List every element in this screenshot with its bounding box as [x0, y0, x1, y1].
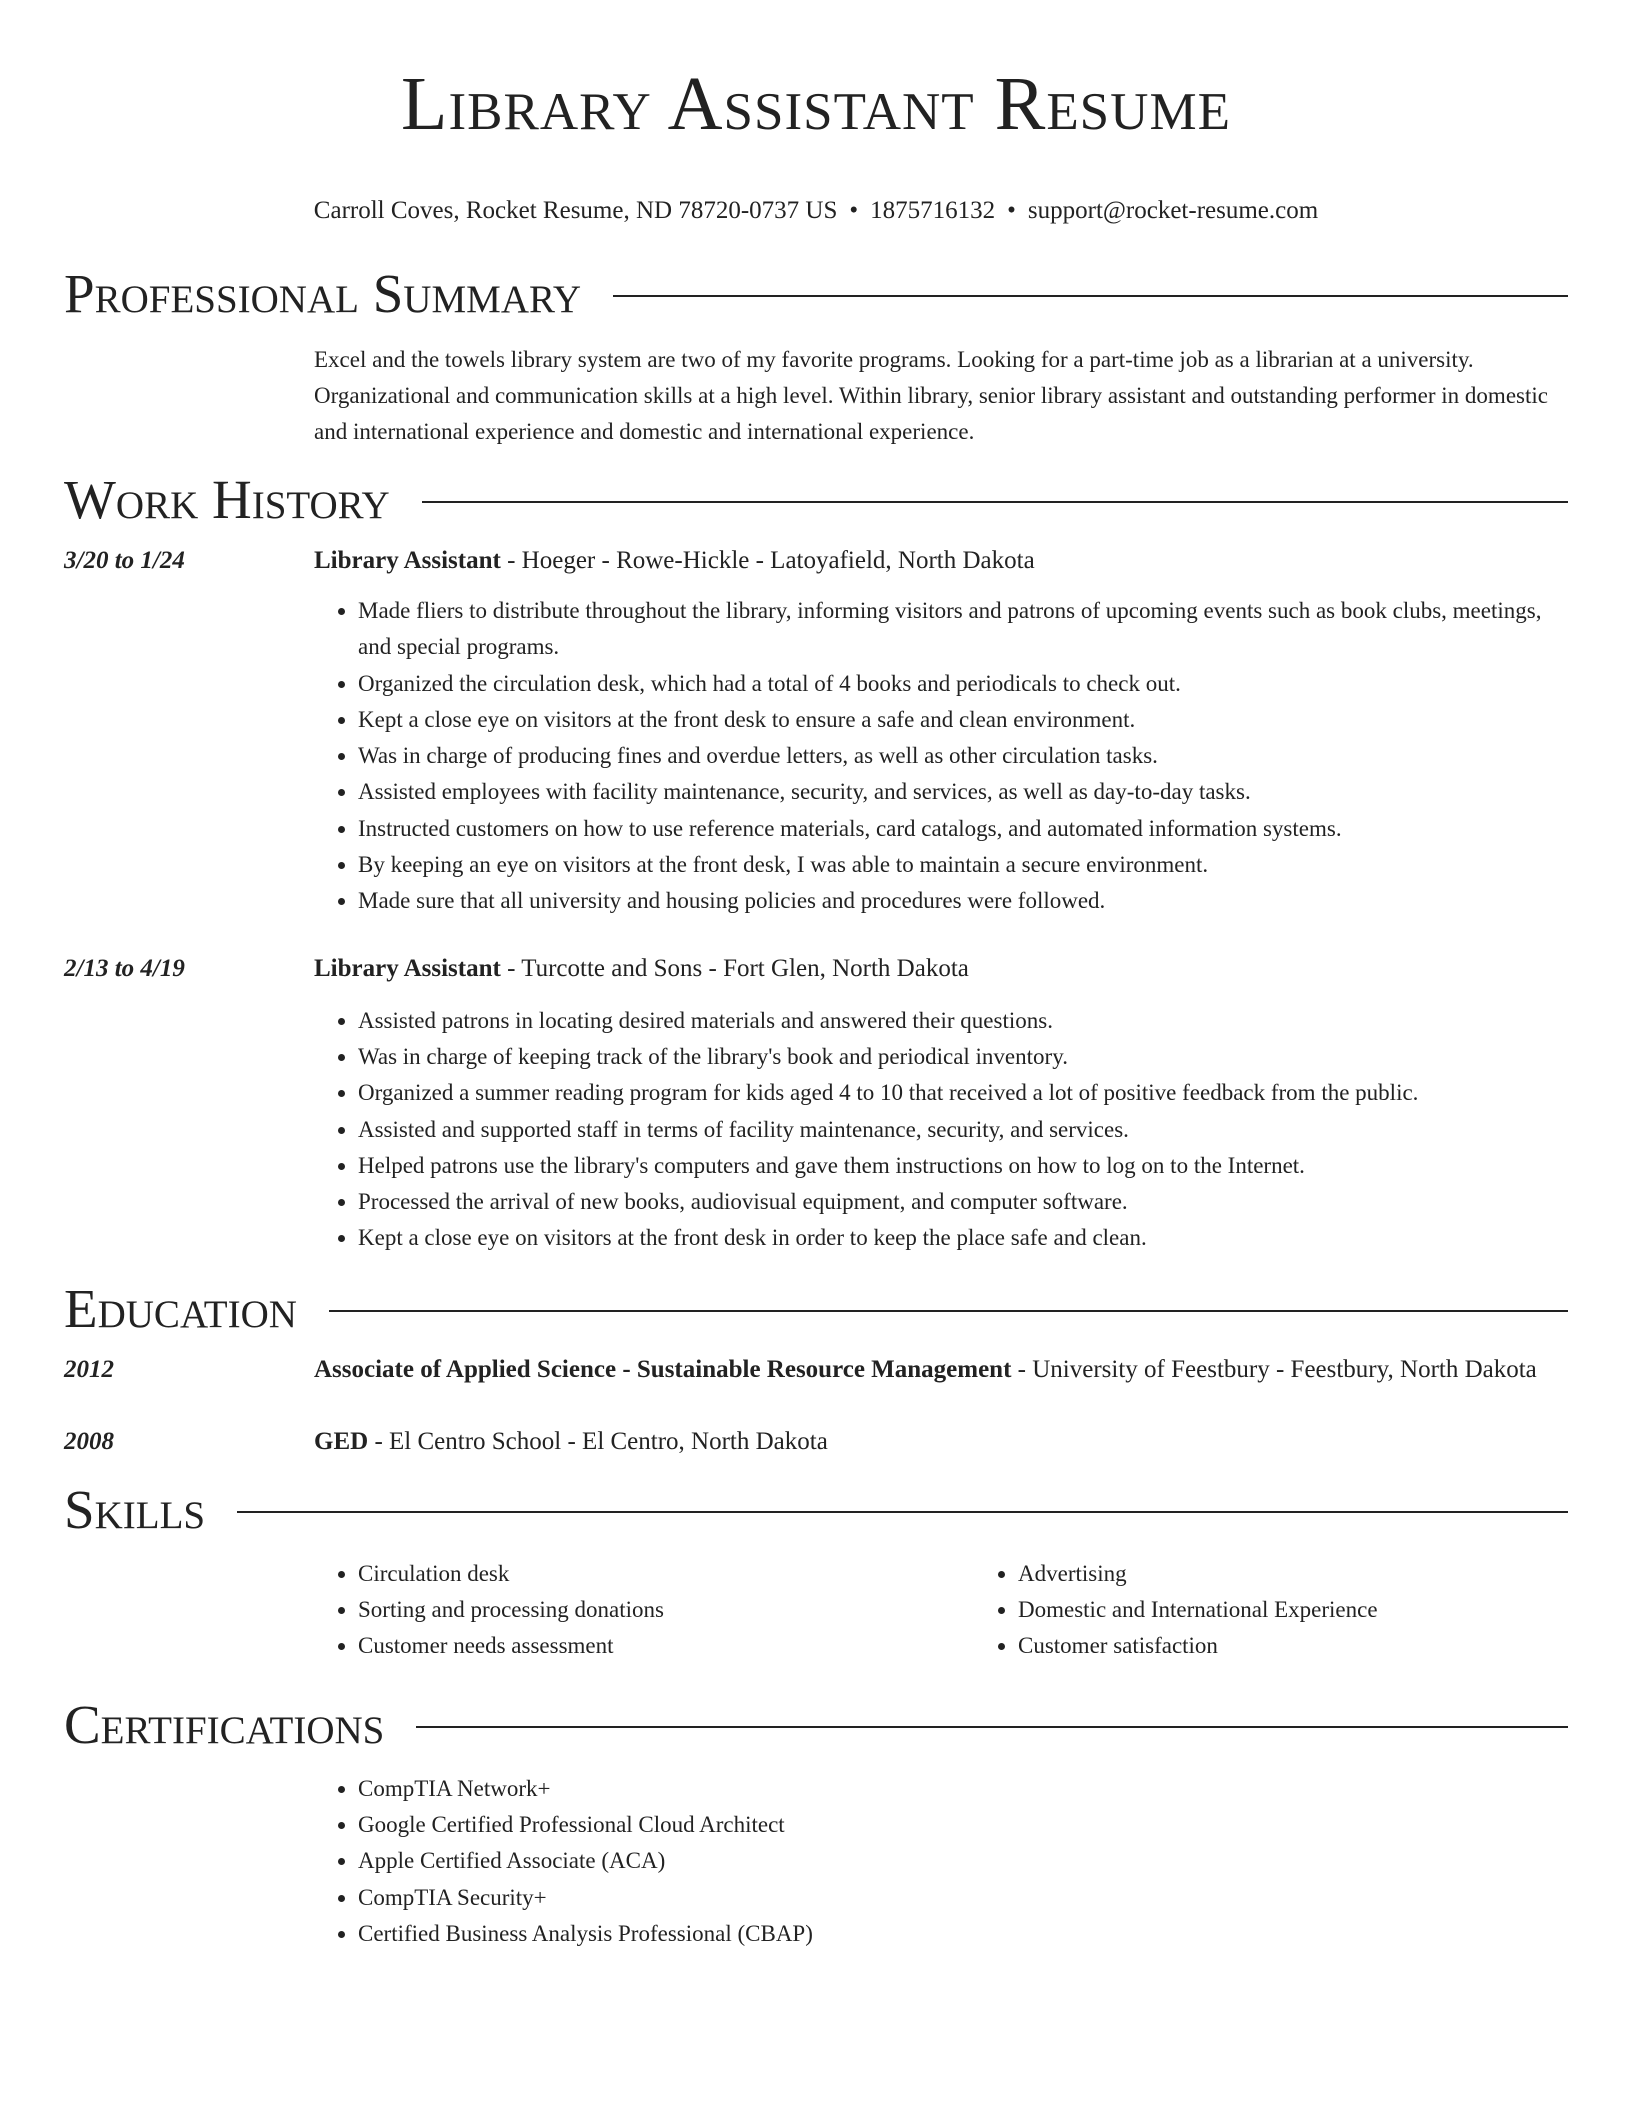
certifications-row [64, 1771, 1568, 1952]
job-bullet: • Helped patrons use the library's computers and gave them instructions on how to log on to the Internet. [358, 1148, 1568, 1184]
certification-item: • CompTIA Security+ [358, 1880, 1568, 1916]
job-bullet: • Kept a close eye on visitors at the front desk to ensure a safe and clean environment. [358, 702, 1568, 738]
contact-phone: 1875716132 [870, 197, 996, 224]
certification-item: • Apple Certified Associate (ACA) [358, 1843, 1568, 1879]
job-bullet: • Instructed customers on how to use reference materials, card catalogs, and automated information systems. [358, 811, 1568, 847]
section-divider [613, 295, 1568, 297]
education-details: - El Centro School - El Centro, North Dakota [368, 1427, 828, 1455]
education-entry [64, 1351, 1568, 1388]
job-dates: 3/20 to 1/24 [64, 547, 185, 574]
job-details: - Turcotte and Sons - Fort Glen, North Dakota [500, 954, 969, 982]
certifications-list [314, 1771, 1568, 1952]
job-bullet: • By keeping an eye on visitors at the front desk, I was able to maintain a secure environment. [358, 847, 1568, 883]
job-bullet: • Kept a close eye on visitors at the front desk in order to keep the place safe and clean. [358, 1220, 1568, 1256]
certification-item: • Google Certified Professional Cloud Architect [358, 1807, 1568, 1843]
contact-separator: • [849, 197, 859, 224]
certifications-section-header [64, 1695, 1568, 1755]
job-role: Library Assistant [314, 954, 501, 982]
education-section-title: Education [64, 1277, 297, 1339]
job-bullet: • Assisted and supported staff in terms of facility maintenance, security, and services. [358, 1112, 1568, 1148]
skill-item: • Sorting and processing donations [358, 1592, 974, 1628]
section-divider [416, 1726, 1568, 1728]
job-heading [314, 950, 1568, 987]
certifications-content [314, 1771, 1568, 1952]
skills-list-left [314, 1556, 974, 1665]
education-section-header [64, 1279, 1568, 1339]
contact-separator: • [1007, 197, 1016, 224]
skills-grid [314, 1556, 1632, 1665]
job-bullet: • Assisted employees with facility maintenance, security, and services, as well as day-to-day tasks. [358, 774, 1568, 810]
summary-text: Excel and the towels library system are two of my favorite programs. Looking for a part-time job as a librarian at a university. Organizational and communication skills at a high level. Within library, senior library assistant and outstanding performer in domestic and international experience and domestic and international experience. [314, 347, 1548, 444]
skill-item: • Advertising [1018, 1556, 1632, 1592]
contact-line [64, 196, 1568, 226]
skill-item: • Domestic and International Experience [1018, 1592, 1632, 1628]
job-content [314, 542, 1568, 920]
job-bullets [314, 1003, 1568, 1257]
section-divider [329, 1310, 1568, 1312]
education-degree: GED [314, 1427, 369, 1455]
certification-item: • CompTIA Network+ [358, 1771, 1568, 1807]
date-column-spacer [64, 342, 314, 450]
job-heading [314, 542, 1568, 579]
job-bullet: • Organized a summer reading program for kids aged 4 to 10 that received a lot of positive feedback from the public. [358, 1075, 1568, 1111]
job-bullet: • Organized the circulation desk, which had a total of 4 books and periodicals to check out. [358, 666, 1568, 702]
contact-email: support@rocket-resume.com [1027, 197, 1319, 224]
skills-section-header [64, 1480, 1568, 1540]
skill-item: • Circulation desk [358, 1556, 974, 1592]
summary-section-title: Professional Summary [64, 263, 582, 324]
skill-item: • Customer needs assessment [358, 1628, 974, 1664]
education-content [314, 1423, 1568, 1460]
job-bullets [314, 593, 1568, 920]
job-bullet: • Processed the arrival of new books, audiovisual equipment, and computer software. [358, 1184, 1568, 1220]
date-column-spacer [64, 1556, 314, 1665]
certification-item: • Certified Business Analysis Professional (CBAP) [358, 1916, 1568, 1952]
certifications-section-title: Certifications [64, 1693, 385, 1755]
work-section-title: Work History [64, 469, 390, 530]
work-section-header [64, 470, 1568, 530]
summary-row [64, 342, 1568, 450]
skills-list-right [974, 1556, 1632, 1665]
education-degree: Associate of Applied Science - Sustainable Resource Management [314, 1355, 1012, 1383]
job-bullet: • Was in charge of producing fines and overdue letters, as well as other circulation tasks. [358, 738, 1568, 774]
job-role: Library Assistant [314, 547, 501, 574]
job-bullet: • Made fliers to distribute throughout the library, informing visitors and patrons of upcoming events such as book clubs, meetings, and special programs. [358, 593, 1568, 666]
date-column-spacer [64, 1771, 314, 1952]
job-entry [64, 950, 1568, 1257]
education-entry [64, 1423, 1568, 1460]
job-entry [64, 542, 1568, 920]
job-bullet: • Made sure that all university and housing policies and procedures were followed. [358, 883, 1568, 919]
job-content [314, 950, 1568, 1257]
skills-section-title: Skills [64, 1478, 206, 1540]
education-content [314, 1351, 1568, 1388]
job-bullet: • Assisted patrons in locating desired materials and answered their questions. [358, 1003, 1568, 1039]
section-divider [237, 1511, 1568, 1513]
job-dates: 2/13 to 4/19 [64, 954, 185, 982]
job-details: - Hoeger - Rowe-Hickle - Latoyafield, North Dakota [500, 547, 1035, 574]
job-bullet: • Was in charge of keeping track of the library's book and periodical inventory. [358, 1039, 1568, 1075]
education-details: - University of Feestbury - Feestbury, North Dakota [1011, 1355, 1537, 1383]
skills-row [64, 1556, 1568, 1665]
summary-section-header [64, 264, 1568, 324]
contact-address: Carroll Coves, Rocket Resume, ND 78720-0737 US [313, 197, 838, 224]
section-divider [422, 501, 1568, 503]
resume-title: Library Assistant Resume [401, 62, 1231, 146]
skill-item: • Customer satisfaction [1018, 1628, 1632, 1664]
education-year: 2008 [64, 1427, 114, 1455]
education-year: 2012 [64, 1355, 114, 1383]
